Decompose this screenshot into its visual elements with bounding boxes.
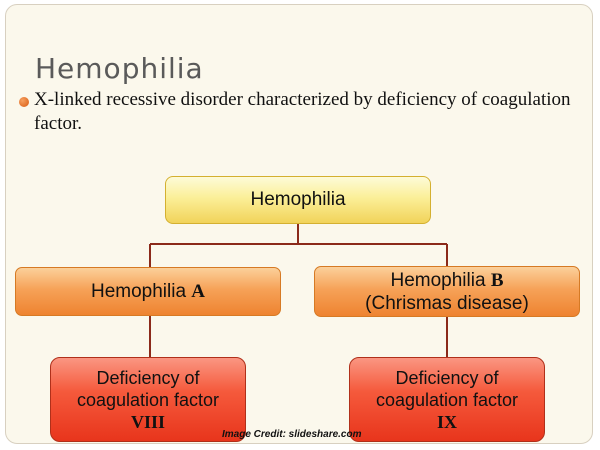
image-credit: Image Credit: slideshare.com [222,429,362,440]
node-deficiency-viii [50,357,246,442]
node-deficiency-viii-factor: VIII [130,411,165,432]
node-hemophilia-a-letter: A [191,280,206,302]
node-hemophilia [165,176,431,224]
node-hemophilia-a [15,267,281,316]
node-hemophilia-b [314,266,580,317]
node-hemophilia-a-prefix: Hemophilia [90,280,192,302]
node-hemophilia-label: Hemophilia [250,189,346,210]
node-hemophilia-b-label [390,269,503,292]
node-hemophilia-a-label [91,281,205,303]
node-deficiency-ix-line2: coagulation factor [375,389,519,410]
node-hemophilia-b-subtitle: (Chrismas disease) [365,292,529,314]
node-hemophilia-b-letter: B [490,269,504,291]
node-deficiency-ix [349,357,545,442]
node-deficiency-ix-factor: IX [436,411,457,432]
bullet-text: X-linked recessive disorder characterized by deficiency of coagulation factor. [34,89,571,134]
node-deficiency-viii-line2: coagulation factor [76,389,220,410]
slide-title: Hemophilia [35,52,204,85]
node-deficiency-viii-line1: Deficiency of [96,367,200,388]
node-hemophilia-b-prefix: Hemophilia [390,269,491,291]
node-deficiency-ix-line1: Deficiency of [395,367,499,388]
